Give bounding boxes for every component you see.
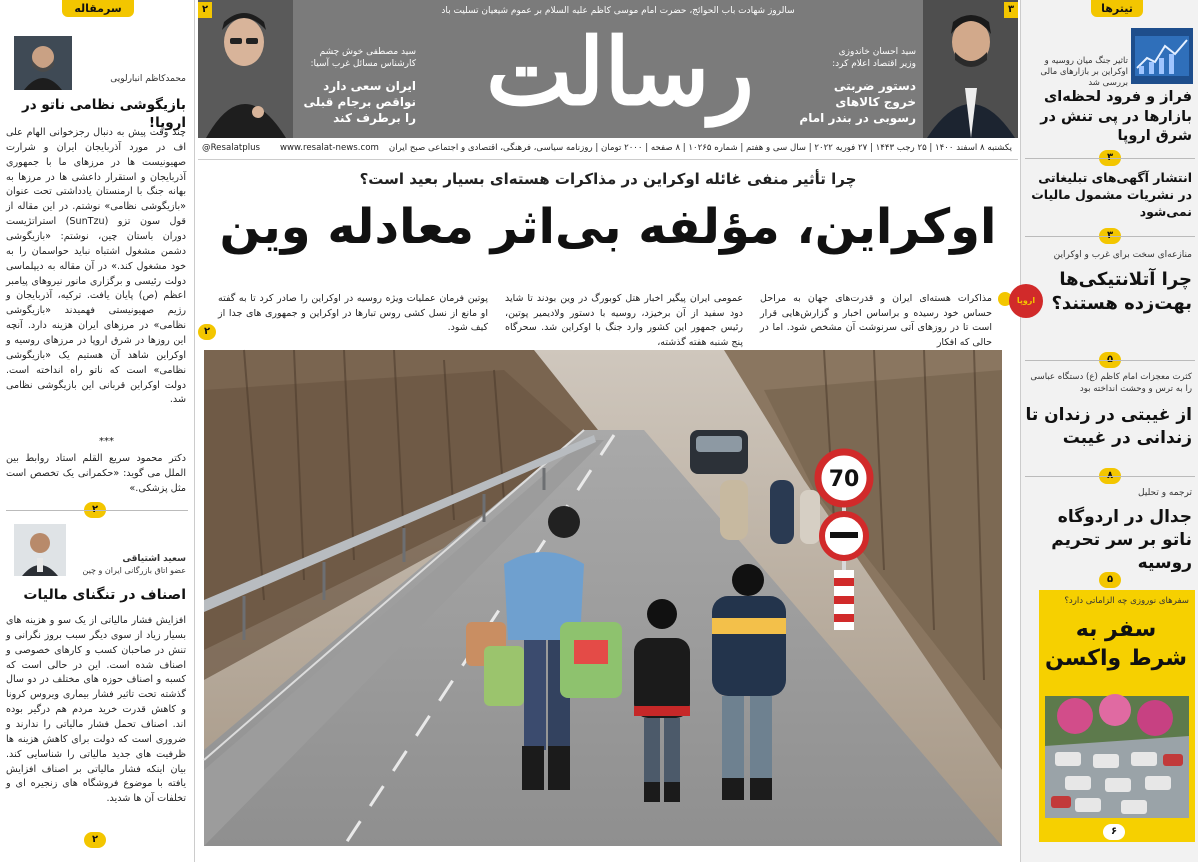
item3-headline[interactable]: چرا آتلانتیکی‌ها بهت‌زده هستند؟ bbox=[1051, 269, 1192, 315]
editorial-tag: سرمقاله bbox=[62, 0, 134, 17]
page-number[interactable]: ۳ bbox=[1004, 2, 1018, 18]
speed-sign-text: 70 bbox=[828, 467, 860, 492]
teaser-person-name: سید احسان خاندوزی bbox=[838, 47, 916, 57]
divider bbox=[6, 510, 188, 511]
europe-badge: اروپا bbox=[1009, 284, 1043, 318]
page-number[interactable]: ۶ bbox=[1103, 824, 1125, 840]
item1-kicker: تاثیر جنگ میان روسیه و اوکراین بر بازارهای مالی بررسی شد bbox=[1040, 56, 1128, 89]
lead-body-middle: عمومی ایران پیگیر اخبار هتل کوبورگ در وین بودند تا شاید دود سفید از آن برخیزد، روسیه با دستور ولادیمیر پوتین، رئیس جمهور این کشور وارد جنگ با اوکراین شد. سحرگاه پنج شنبه هفته گذشته، bbox=[505, 293, 743, 349]
website-link[interactable]: www.resalat-news.com bbox=[280, 143, 379, 153]
item2-headline[interactable]: انتشار آگهی‌های تبلیغاتی در نشریات مشمول مالیات نمی‌شود bbox=[1031, 170, 1192, 219]
right-teaser-headline[interactable]: دستور ضربتی خروج کالاهای رسوبی در بندر امام bbox=[799, 79, 916, 126]
editorial-headline[interactable]: بازیگوشی نظامی ناتو در اروپا! bbox=[21, 97, 186, 132]
divider bbox=[1025, 236, 1195, 237]
headlines-tag: تیترها bbox=[1091, 0, 1143, 17]
page-number[interactable]: ۵ bbox=[1099, 572, 1121, 588]
editorial-body: چند وقت پیش به دنبال رجزخوانی الهام علی اف در مورد آذربایجان ایران و شرارت صهیونیست ها در مرزهای ما با جمهوری آذربایجان و استقرار داعشی ها در مرزها به بهانه جنگ با ارمنستان یادداشتی تحت عنوان «بازیگوشی نظامی» نوشتم. در این مقاله از قول سون تزو (SunTzu) استراتژیست دوران باستان چین، نوشتم: «بازیگوشی دشمن مشغول اشتباه نباید حواسمان را به خود مشغول کند.» در آن مقاله به دیپلماسی دولت رئیسی و برگزاری مانور نیروهای پیامبر اعظم (ص) پایان یافت. ترکیه، آذربایجان و رژیم صهیونیستی فهمیدند «بازیگوشی نظامی» در مرزهای ایران هزینه دارد. آنچه این روزها در شرق اروپا در مرزهای روسیه و اوکراین شاهد آن هستیم یک «بازیگوشی نظامی» است که ناتو راه انداخته است. دولت اوکراین قربانی این بازیگوشی نظامی شد. bbox=[6, 127, 186, 406]
masthead-top-line: سالروز شهادت باب الحوائج، حضرت امام موسی کاظم علیه السلام بر عموم شیعیان تسلیت باد bbox=[441, 6, 795, 16]
divider bbox=[1025, 360, 1195, 361]
item3-kicker: منازعه‌ای سخت برای غرب و اوکراین bbox=[1053, 250, 1192, 260]
author-photo bbox=[14, 36, 72, 90]
info-bar bbox=[198, 140, 1018, 160]
lead-body-right: مذاکرات هسته‌ای ایران و قدرت‌های جهان به مراحل حساس خود رسیده و براساس اخبار و گزارش‌هایی قرار است تا در روزهای آتی سرنوشت آن مشخص شود. اما در حالی که افکار bbox=[760, 293, 992, 349]
divider bbox=[1025, 158, 1195, 159]
author-photo bbox=[14, 524, 66, 576]
article2-headline[interactable]: اصناف در تنگنای مالیات bbox=[23, 587, 186, 603]
editorial-author: محمدکاظم انبارلویی bbox=[110, 74, 186, 84]
left-teaser-headline[interactable]: ایران سعی دارد نواقص برجام قبلی را برطرف کند bbox=[303, 79, 416, 126]
item5-kicker: ترجمه و تحلیل bbox=[1138, 488, 1192, 498]
lead-body-left: پوتین فرمان عملیات ویژه روسیه در اوکراین را صادر کرد تا به گفته او مانع از نسل کشی روس تبارها در اوکراین و جمهوری های جدا از کیف شود. bbox=[218, 293, 488, 334]
lead-photo bbox=[204, 350, 1002, 846]
teaser-photo-left bbox=[198, 0, 293, 138]
issue-info: یکشنبه ۸ اسفند ۱۴۰۰ | ۲۵ رجب ۱۴۴۳ | ۲۷ فوریه ۲۰۲۲ | سال سی و هفتم | شماره ۱۰۲۶۵ | ۸ صفحه | ۲۰۰۰ تومان | روزنامه سیاسی، فرهنگی، اقتصادی و اجتماعی صبح ایران bbox=[388, 143, 1012, 153]
stars-divider: *** bbox=[99, 436, 114, 447]
item4-headline[interactable]: از غیبتی در زندان تا زندانی در غیبت bbox=[1025, 405, 1192, 448]
traffic-photo bbox=[1045, 696, 1189, 818]
item4-kicker: کثرت معجزات امام کاظم (ع) دستگاه عباسی را به ترس و وحشت انداخته بود bbox=[1030, 372, 1192, 394]
item6-kicker: سفرهای نوروزی چه الزاماتی دارد؟ bbox=[1064, 596, 1189, 606]
item1-headline[interactable]: فراز و فرود لحظه‌ای بازارها در پی تنش در شرق اروپا bbox=[1040, 89, 1192, 145]
teaser-person-role: وزیر اقتصاد اعلام کرد: bbox=[832, 59, 916, 70]
left-column bbox=[0, 0, 195, 862]
item5-headline[interactable]: جدال در اردوگاه ناتو بر سر تحریم روسیه bbox=[1051, 507, 1192, 573]
travel-box bbox=[1039, 590, 1195, 842]
lead-kicker: چرا تأثیر منفی غائله اوکراین در مذاکرات هسته‌ای بسیار بعید است؟ bbox=[359, 170, 857, 188]
divider bbox=[1025, 476, 1195, 477]
market-thumbnail bbox=[1131, 28, 1193, 84]
author2-name: سعید اشتیاقی bbox=[122, 554, 186, 564]
editorial-footer: دکتر محمود سریع القلم استاد روابط بین الملل می گوید: «حکمرانی یک تخصص است مثل پزشکی.» bbox=[6, 453, 186, 494]
lead-headline[interactable]: اوکراین، مؤلفه بی‌اثر معادله وین bbox=[219, 199, 997, 255]
right-column bbox=[1016, 0, 1198, 862]
teaser-person-name: سید مصطفی خوش چشم bbox=[319, 47, 416, 57]
page-number[interactable]: ۲ bbox=[198, 324, 216, 340]
teaser-photo-right bbox=[923, 0, 1018, 138]
author2-role: عضو اتاق بازرگانی ایران و چین bbox=[82, 566, 186, 575]
social-handle[interactable]: @Resalatplus bbox=[202, 143, 260, 153]
article2-body: افزایش فشار مالیاتی از یک سو و هزینه های بسیار زیاد از سوی دیگر سبب بروز نگرانی و تنش در صاحبان کسب و کارهای خصوصی و اصناف شده است. این در حالی است که کسبه و اصناف حوزه های مختلف در دو سال گذشته تحت تاثیر فشار بیماری ویروس کرونا و کاهش قدرت خرید مردم هم درگیر بوده اند. اصناف تحمل فشار مالیاتی را ندارند و ضروری است که دولت برای کاهش هزینه ها ظرفیت های جدید مالیاتی را شناسایی کند. بیان اینکه فشار مالیاتی بر اصناف افزایش یافته با موضوع فروشگاه های زنجیره ای و تخلفات آن ها شدید. bbox=[6, 615, 186, 805]
newspaper-logo: رسالت bbox=[486, 18, 754, 126]
masthead bbox=[198, 0, 1018, 138]
right-teaser-person bbox=[798, 46, 916, 70]
page-number[interactable]: ۲ bbox=[84, 832, 106, 848]
page-number[interactable]: ۲ bbox=[198, 2, 212, 18]
left-teaser-person bbox=[296, 46, 416, 70]
teaser-person-role: کارشناس مسائل غرب آسیا: bbox=[310, 59, 416, 70]
item6-headline[interactable]: سفر به شرط واکسن bbox=[1044, 617, 1188, 671]
